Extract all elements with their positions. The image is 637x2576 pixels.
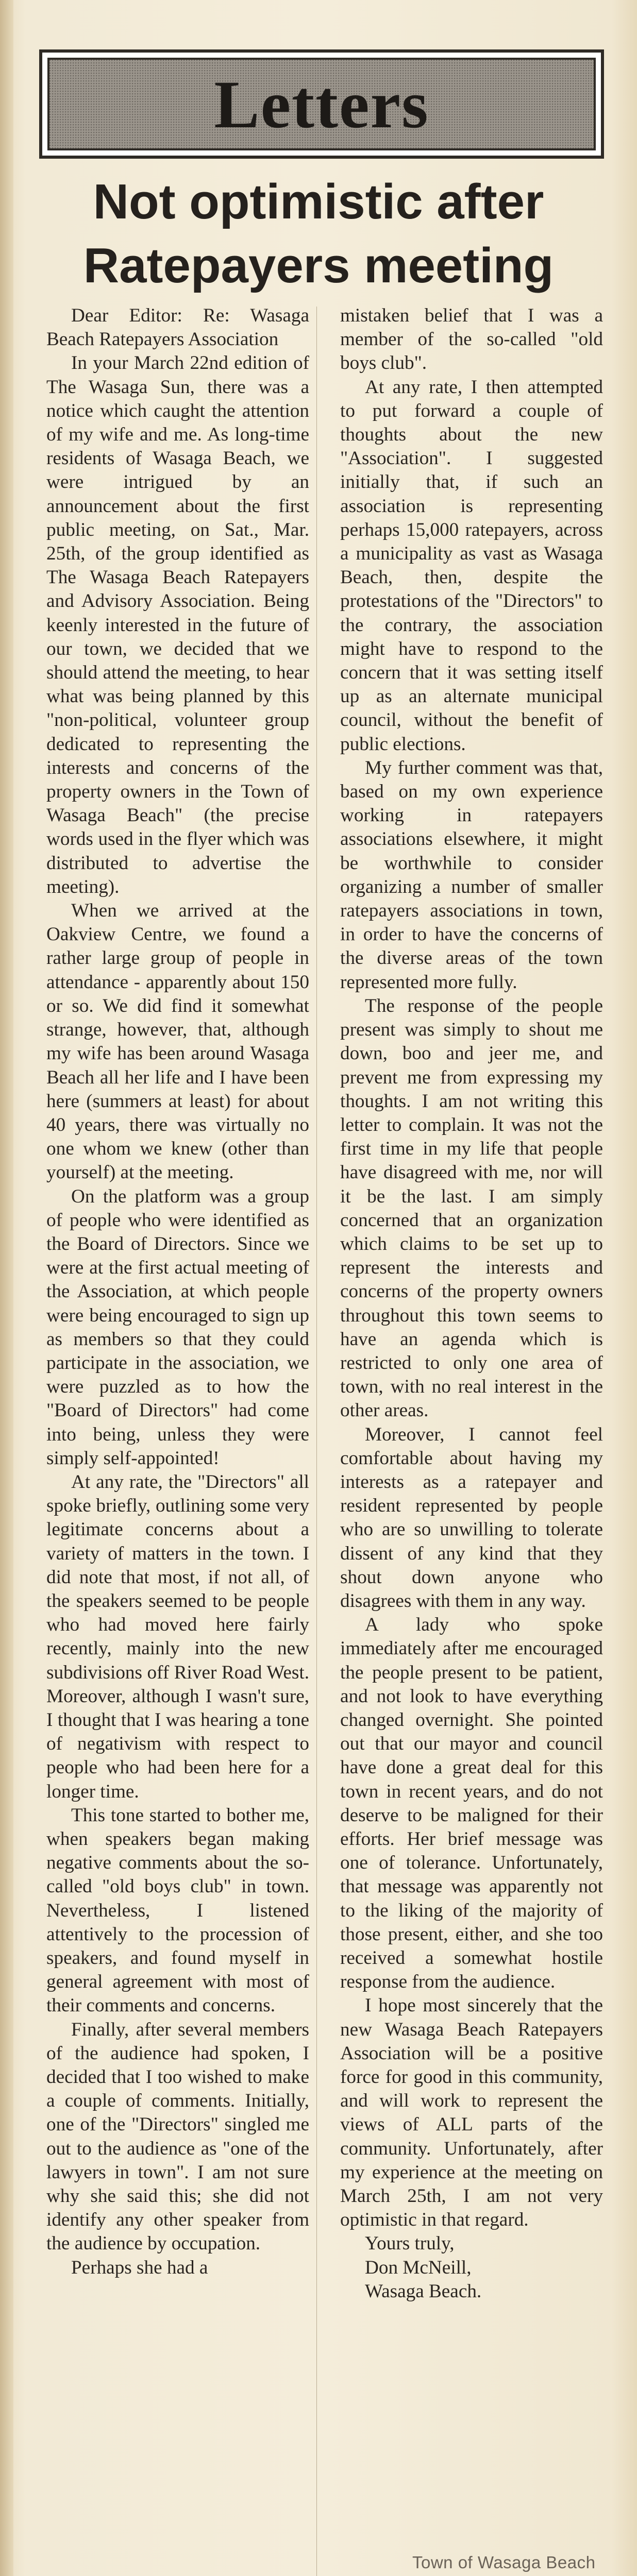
signature-block bbox=[340, 2232, 603, 2303]
headline-line-2: Ratepayers meeting bbox=[83, 238, 554, 293]
section-banner bbox=[39, 49, 604, 159]
paragraph: At any rate, I then attempted to put forward a couple of thoughts about the new "Association". I suggested initially that, if such an association is representing perhaps 15,000 ratepayers, across a municipality as vast as Wasaga Beach, then, despite the protestations of the "Directors" to the contrary, the association might have to respond to the concern that it was setting itself up as an alternate municipal council, without the benefit of public elections. bbox=[340, 376, 603, 755]
left-column bbox=[46, 304, 309, 2576]
archive-watermark: Town of Wasaga Beach bbox=[412, 2553, 596, 2572]
section-title: Letters bbox=[214, 66, 429, 142]
headline-line-1: Not optimistic after bbox=[93, 174, 544, 229]
page-edge bbox=[0, 0, 13, 2576]
paragraph: When we arrived at the Oakview Centre, we found a rather large group of people in attendance - apparently about 150 or so. We did find it somewhat strange, however, that, although my wife has been around Wasaga Beach all her life and I have been here (summers at least) for about 40 years, there was virtually no one whom we knew (other than yourself) at the meeting. bbox=[46, 900, 309, 1183]
letter-body bbox=[46, 304, 603, 2576]
headline bbox=[31, 170, 606, 298]
paragraph: Dear Editor: Re: Wasaga Beach Ratepayers Association bbox=[46, 305, 309, 350]
paragraph: At any rate, the "Directors" all spoke briefly, outlining some very legitimate concerns about a variety of matters in the town. I did note that most, if not all, of the speakers seemed to be people who had moved here fairly recently, mainly into the new subdivisions off River Road West. Moreover, although I wasn't sure, I thought that I was hearing a tone of negativism with respect to people who had been here for a longer time. bbox=[46, 1471, 309, 1802]
signature-place: Wasaga Beach. bbox=[365, 2280, 482, 2302]
paragraph: On the platform was a group of people who were identified as the Board of Directors. Since we were at the first actual meeting of the Association, at which people were being encouraged to sign up as members so that they could participate in the association, we were puzzled as to how the "Board of Directors" had come into being, unless they were simply self-appointed! bbox=[46, 1185, 309, 1469]
right-column bbox=[340, 304, 603, 2576]
paragraph: Moreover, I cannot feel comfortable about having my interests as a ratepayer and resident represented by people who are so unwilling to tolerate dissent of any kind that they shout down anyone who disagrees with them in any way. bbox=[340, 1423, 603, 1612]
paragraph: This tone started to bother me, when speakers began making negative comments about the so-called "old boys club" in town. Nevertheless, I listened attentively to the procession of speakers, and found myself in general agreement with most of their comments and concerns. bbox=[46, 1804, 309, 2016]
paragraph: Finally, after several members of the audience had spoken, I decided that I too wished to make a couple of comments. Initially, one of the "Directors" singled me out to the audience as "one of the lawyers in town". I am not sure why she said this; she did not identify any other speaker from the audience by occupation. bbox=[46, 2019, 309, 2255]
paragraph: mistaken belief that I was a member of the so-called "old boys club". bbox=[340, 305, 603, 374]
paragraph: A lady who spoke immediately after me encouraged the people present to be patient, and not look to have everything changed overnight. She pointed out that our mayor and council have done a great deal for this town in recent years, and do not deserve to be maligned for their efforts. Her brief message was one of tolerance. Unfortunately, that message was apparently not to the liking of the majority of those present, either, and she too received a somewhat hostile response from the audience. bbox=[340, 1614, 603, 1993]
banner-box bbox=[47, 58, 596, 150]
signature-closing: Yours truly, bbox=[365, 2233, 455, 2255]
paragraph: I hope most sincerely that the new Wasaga Beach Ratepayers Association will be a positive force for good in this community, and will work to represent the views of ALL parts of the community. Unfortunately, after my experience at the meeting on March 25th, I am not very optimistic in that regard. bbox=[340, 1995, 603, 2231]
paragraph: The response of the people present was simply to shout me down, boo and jeer me, and prevent me from expressing my thoughts. I am not writing this letter to complain. It was not the first time in my life that people have disagreed with me, nor will it be the last. I am simply concerned that an organization which claims to be set up to represent the interests and concerns of the property owners throughout this town seems to have an agenda which is restricted to only one area of town, with no real interest in the other areas. bbox=[340, 995, 603, 1421]
paragraph: My further comment was that, based on my own experience working in ratepayers associations elsewhere, it might be worthwhile to consider organizing a number of smaller ratepayers associations in town, in order to have the concerns of the diverse areas of the town represented more fully. bbox=[340, 757, 603, 993]
signature-name: Don McNeill, bbox=[365, 2257, 472, 2278]
paragraph: Perhaps she had a bbox=[71, 2257, 208, 2278]
paragraph: In your March 22nd edition of The Wasaga Sun, there was a notice which caught the attention of my wife and me. As long-time residents of Wasaga Beach, we were intrigued by an announcement about the first public meeting, on Sat., Mar. 25th, of the group identified as The Wasaga Beach Ratepayers and Advisory Association. Being keenly interested in the future of our town, we decided that we should attend the meeting, to hear what was being planned by this "non-political, volunteer group dedicated to representing the interests and concerns of the property owners in the Town of Wasaga Beach" (the precise words used in the flyer which was distributed to advertise the meeting). bbox=[46, 352, 309, 897]
